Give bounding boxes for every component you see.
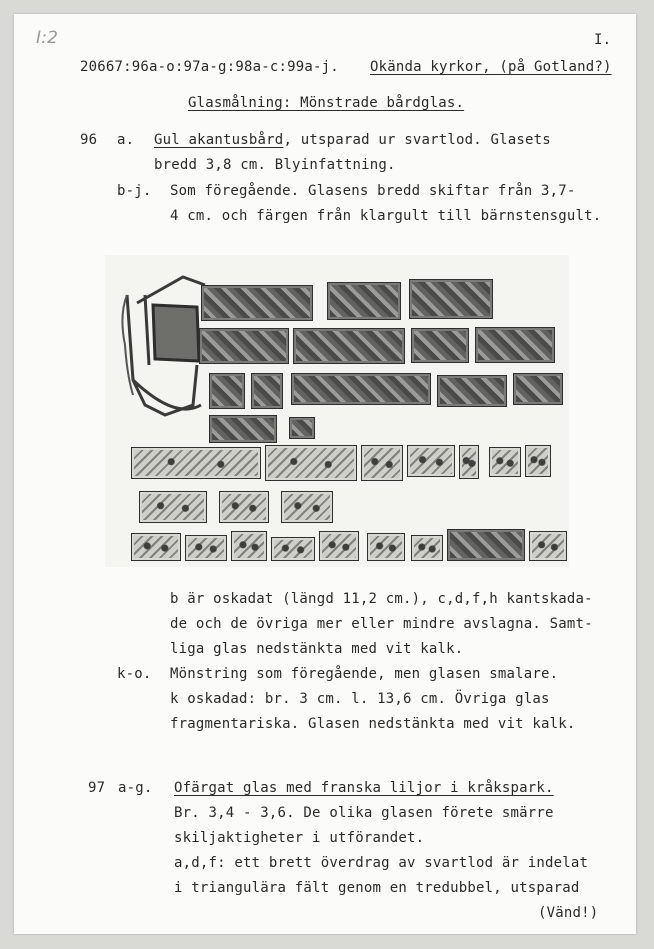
glass-fragment	[409, 279, 493, 319]
glass-fragment	[367, 533, 405, 561]
glass-fragment	[513, 373, 563, 405]
glass-fragment	[251, 373, 283, 409]
glass-fragment	[489, 447, 521, 477]
entry-96a-line1	[154, 132, 551, 148]
glass-fragment	[361, 445, 403, 481]
entry-96bj-line2: 4 cm. och färgen från klargult till bärnstensgult.	[170, 208, 602, 224]
glass-fragment	[529, 531, 567, 561]
glass-fragment	[475, 327, 555, 363]
entry-96ko-line1: Mönstring som föregående, men glasen smalare.	[170, 666, 559, 682]
entry-96ko-line2: k oskadad: br. 3 cm. l. 13,6 cm. Övriga glas	[170, 691, 550, 707]
glass-fragment	[291, 373, 431, 405]
header-title: Okända kyrkor, (på Gotland?)	[370, 59, 612, 75]
entry-97-title: Ofärgat glas med franska liljor i kråkspark.	[174, 780, 554, 796]
catalog-card	[14, 14, 636, 934]
glass-fragment	[327, 282, 401, 320]
entry-96a-label: a.	[117, 132, 135, 148]
entry-97-line4: i triangulära fält genom en tredubbel, utsparad	[174, 880, 580, 896]
glass-fragment	[201, 285, 313, 321]
entry-96ko-line3: fragmentariska. Glasen nedstänkta med vit kalk.	[170, 716, 576, 732]
entry-96-note-1: b är oskadat (längd 11,2 cm.), c,d,f,h kantskada-	[170, 591, 593, 607]
glass-fragment	[411, 328, 469, 363]
entry-97-line1: Br. 3,4 - 3,6. De olika glasen förete smärre	[174, 805, 554, 821]
entry-97-label: a-g.	[118, 780, 153, 796]
subheading: Glasmålning: Mönstrade bårdglas.	[188, 95, 465, 111]
glass-fragments-photo	[105, 255, 569, 567]
corner-pencil-mark: I:2	[36, 28, 59, 48]
glass-fragment	[209, 415, 277, 443]
glass-fragment	[209, 373, 245, 409]
entry-96bj-label: b-j.	[117, 183, 152, 199]
entry-96a-title: Gul akantusbård	[154, 132, 284, 148]
glass-fragment	[289, 417, 315, 439]
glass-fragment	[131, 533, 181, 561]
turn-over-note: (Vänd!)	[538, 905, 599, 921]
glass-fragment	[437, 375, 507, 407]
glass-fragment	[271, 537, 315, 561]
glass-fragment	[525, 445, 551, 477]
entry-96a-line2: bredd 3,8 cm. Blyinfattning.	[154, 157, 396, 173]
glass-fragment	[231, 531, 267, 561]
glass-fragment	[199, 328, 289, 364]
glass-fragment	[459, 445, 479, 479]
glass-fragment	[411, 535, 443, 561]
glass-fragment	[447, 529, 525, 561]
glass-fragment	[185, 535, 227, 561]
entry-96ko-label: k-o.	[117, 666, 152, 682]
entry-96-note-2: de och de övriga mer eller mindre avslagna. Samt-	[170, 616, 593, 632]
glass-fragment	[131, 447, 261, 479]
glass-fragment	[407, 445, 455, 477]
glass-fragment	[219, 491, 269, 523]
entry-96-note-3: liga glas nedstänkta med vit kalk.	[170, 641, 464, 657]
entry-96bj-line1: Som föregående. Glasens bredd skiftar från 3,7-	[170, 183, 576, 199]
glass-fragment	[265, 445, 357, 481]
glass-fragment	[319, 531, 359, 561]
entry-96-number: 96	[80, 132, 98, 148]
glass-fragment	[281, 491, 333, 523]
glass-fragment	[139, 491, 207, 523]
page-number: I.	[594, 32, 612, 48]
entry-97-number: 97	[88, 780, 106, 796]
catalog-numbers: 20667:96a-o:97a-g:98a-c:99a-j.	[80, 59, 339, 75]
glass-fragment	[293, 328, 405, 364]
entry-97-line2: skiljaktigheter i utförandet.	[174, 830, 425, 846]
entry-96a-line1-rest: , utsparad ur svartlod. Glasets	[283, 132, 551, 148]
entry-97-line3: a,d,f: ett brett överdrag av svartlod är indelat	[174, 855, 589, 871]
